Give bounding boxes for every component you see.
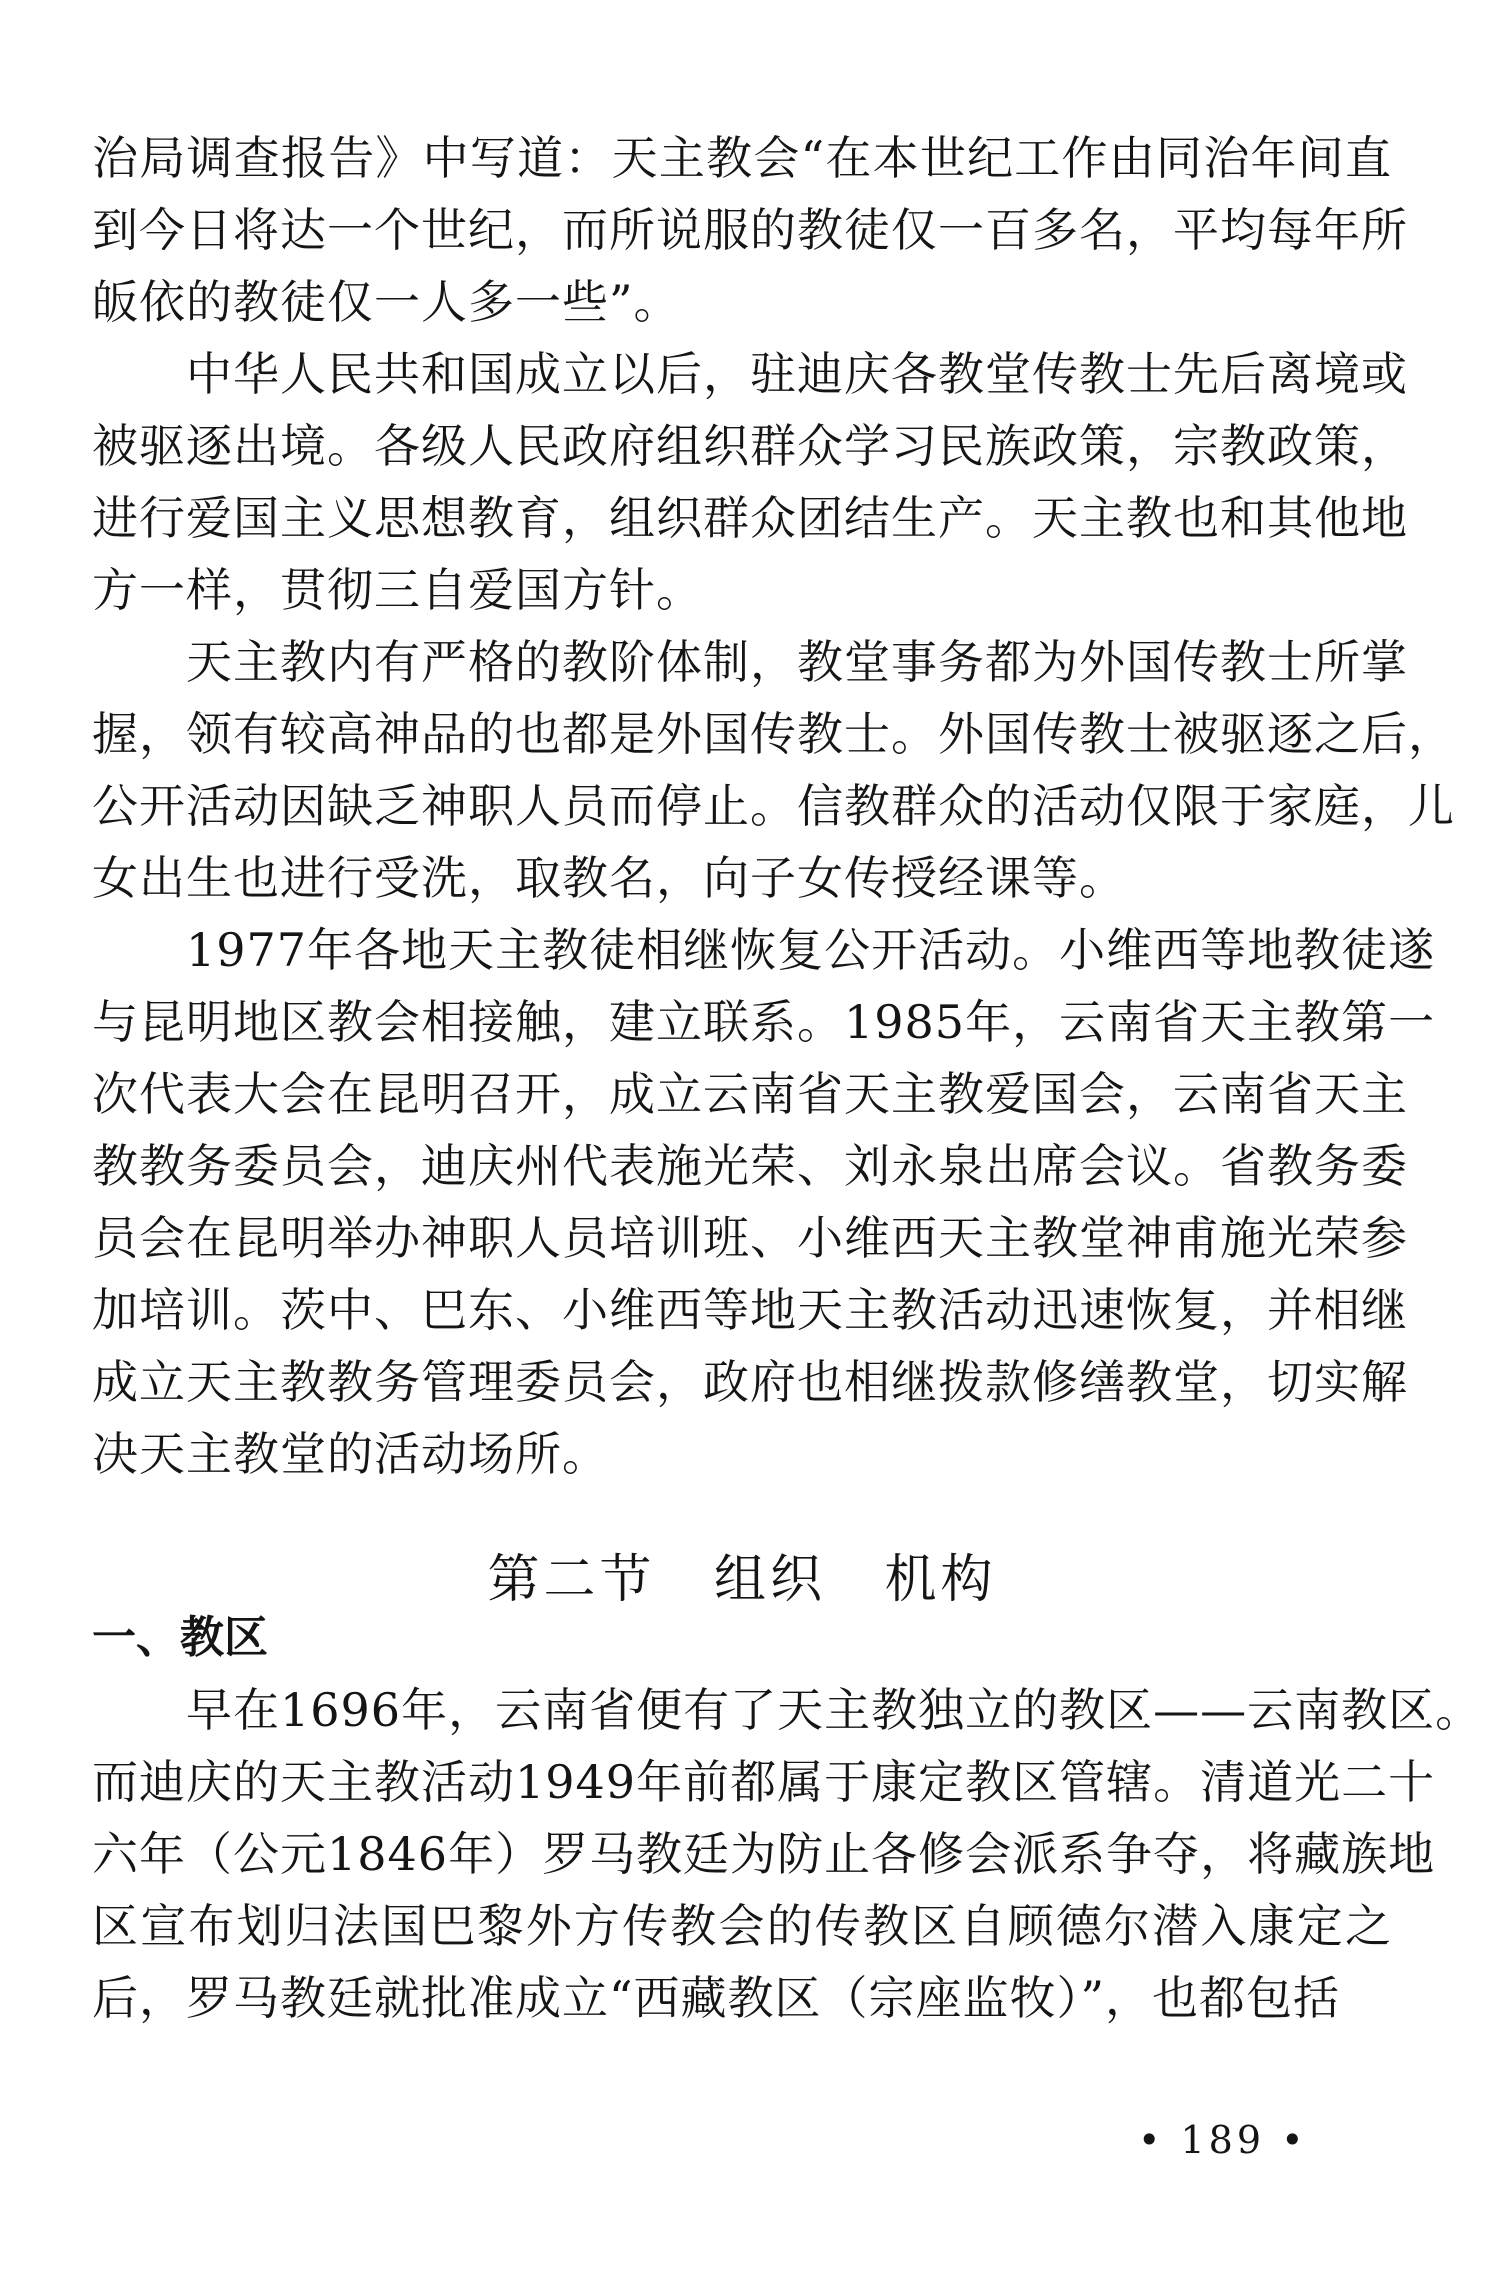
paragraph xyxy=(92,914,1436,1490)
text-line: 加培训。茨中、巴东、小维西等地天主教活动迅速恢复，并相继 xyxy=(92,1283,1408,1337)
text-block-lower xyxy=(92,1674,1483,2034)
text-line: 1977年各地天主教徒相继恢复公开活动。小维西等地教徒遂 xyxy=(186,923,1436,977)
text-line: 治局调查报告》中写道：天主教会“在本世纪工作由同治年间直 xyxy=(92,131,1392,185)
text-line: 握，领有较高神品的也都是外国传教士。外国传教士被驱逐之后， xyxy=(92,707,1455,761)
text-line: 进行爱国主义思想教育，组织群众团结生产。天主教也和其他地 xyxy=(92,491,1408,545)
text-line: 而迪庆的天主教活动1949年前都属于康定教区管辖。清道光二十 xyxy=(92,1755,1436,1809)
text-line: 成立天主教教务管理委员会，政府也相继拨款修缮教堂，切实解 xyxy=(92,1355,1408,1409)
text-line: 方一样，贯彻三自爱国方针。 xyxy=(92,563,703,617)
text-line: 后，罗马教廷就批准成立“西藏教区（宗座监牧）”，也都包括 xyxy=(92,1971,1341,2025)
text-line: 到今日将达一个世纪，而所说服的教徒仅一百多名，平均每年所 xyxy=(92,203,1408,257)
text-line: 决天主教堂的活动场所。 xyxy=(92,1427,609,1481)
text-line: 被驱逐出境。各级人民政府组织群众学习民族政策，宗教政策， xyxy=(92,419,1408,473)
paragraph xyxy=(92,1674,1483,2034)
text-line: 教教务委员会，迪庆州代表施光荣、刘永泉出席会议。省教务委 xyxy=(92,1139,1408,1193)
text-block-upper xyxy=(92,122,1455,1490)
text-line: 次代表大会在昆明召开，成立云南省天主教爱国会，云南省天主 xyxy=(92,1067,1408,1121)
text-line: 公开活动因缺乏神职人员而停止。信教群众的活动仅限于家庭，儿 xyxy=(92,779,1455,833)
text-line: 区宣布划归法国巴黎外方传教会的传教区自顾德尔潜入康定之 xyxy=(92,1899,1392,1953)
text-line: 与昆明地区教会相接触，建立联系。1985年，云南省天主教第一 xyxy=(92,995,1436,1049)
subheading: 一、教区 xyxy=(92,1612,268,1663)
text-line: 员会在昆明举办神职人员培训班、小维西天主教堂神甫施光荣参 xyxy=(92,1211,1408,1265)
page-body xyxy=(92,122,1455,1610)
section-title: 第二节 组织 机构 xyxy=(487,1550,997,1610)
text-line: 女出生也进行受洗，取教名，向子女传授经课等。 xyxy=(92,851,1126,905)
text-line: 天主教内有严格的教阶体制，教堂事务都为外国传教士所掌 xyxy=(186,635,1408,689)
text-line: 皈依的教徒仅一人多一些”。 xyxy=(92,275,681,329)
paragraph xyxy=(92,338,1408,626)
text-line: 六年（公元1846年）罗马教廷为防止各修会派系争夺，将藏族地 xyxy=(92,1827,1436,1881)
text-line: 早在1696年，云南省便有了天主教独立的教区——云南教区。 xyxy=(186,1683,1483,1737)
paragraph xyxy=(92,122,1408,338)
page-number: • 189 • xyxy=(1138,2118,1308,2162)
text-line: 中华人民共和国成立以后，驻迪庆各教堂传教士先后离境或 xyxy=(186,347,1408,401)
paragraph xyxy=(92,626,1455,914)
